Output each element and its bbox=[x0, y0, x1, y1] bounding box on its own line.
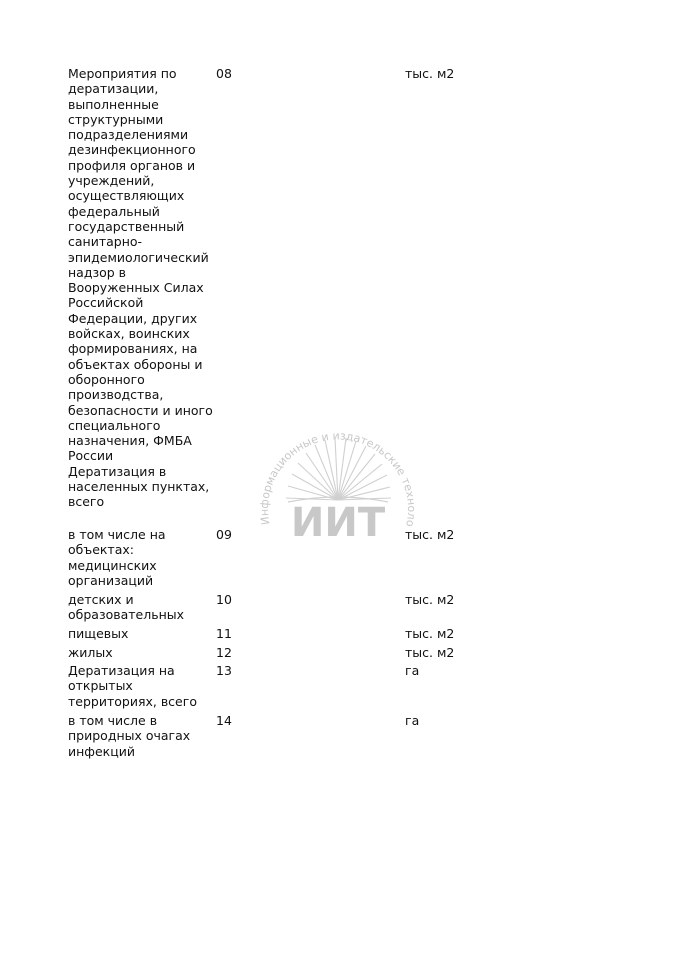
row-unit: га bbox=[405, 663, 420, 678]
watermark-book-curve bbox=[288, 497, 388, 502]
watermark-sunburst bbox=[286, 438, 391, 500]
row-name: детских и образовательных bbox=[68, 592, 185, 623]
row-unit: га bbox=[405, 713, 420, 728]
row-name: Дератизация на открытых территориях, всего bbox=[68, 663, 197, 709]
row-code: 10 bbox=[216, 592, 232, 607]
row-name: пищевых bbox=[68, 626, 129, 641]
watermark-svg bbox=[258, 398, 418, 558]
row-name bbox=[68, 66, 216, 510]
row-unit: тыс. м2 bbox=[405, 645, 455, 660]
row-name: в том числе в природных очагах инфекций bbox=[68, 713, 191, 759]
row-code: 13 bbox=[216, 663, 232, 678]
row-code: 08 bbox=[216, 66, 232, 81]
row-unit: тыс. м2 bbox=[405, 592, 455, 607]
row-code: 12 bbox=[216, 645, 232, 660]
row-name: жилых bbox=[68, 645, 113, 660]
watermark-logo bbox=[258, 398, 418, 558]
watermark-arc-text bbox=[258, 398, 418, 528]
row-name: в том числе на объектах: медицинских организаций bbox=[68, 527, 166, 588]
row-code: 11 bbox=[216, 626, 232, 641]
row-name-main: Мероприятия по дератизации, выполненные структурными подразделениями дезинфекционного профиля органов и учреждений, осуществляющих федеральный государственный санитарно-эпидемиологический надзор в Вооруженных Силах Российской Федерации, других войсках, воинских формированиях, на объектах обороны и оборонного производства, безопасности и иного специального назначения, ФМБА России bbox=[68, 66, 213, 464]
row-unit: тыс. м2 bbox=[405, 527, 455, 542]
row-unit: тыс. м2 bbox=[405, 626, 455, 641]
row-name-continuation: Дератизация в населенных пунктах, всего bbox=[68, 463, 210, 510]
row-unit: тыс. м2 bbox=[405, 66, 455, 81]
watermark-arc-textpath: Информационные и издательские техноло bbox=[258, 429, 418, 528]
watermark-logo-text: ИИТ bbox=[290, 500, 386, 546]
row-code: 14 bbox=[216, 713, 232, 728]
row-code: 09 bbox=[216, 527, 232, 542]
